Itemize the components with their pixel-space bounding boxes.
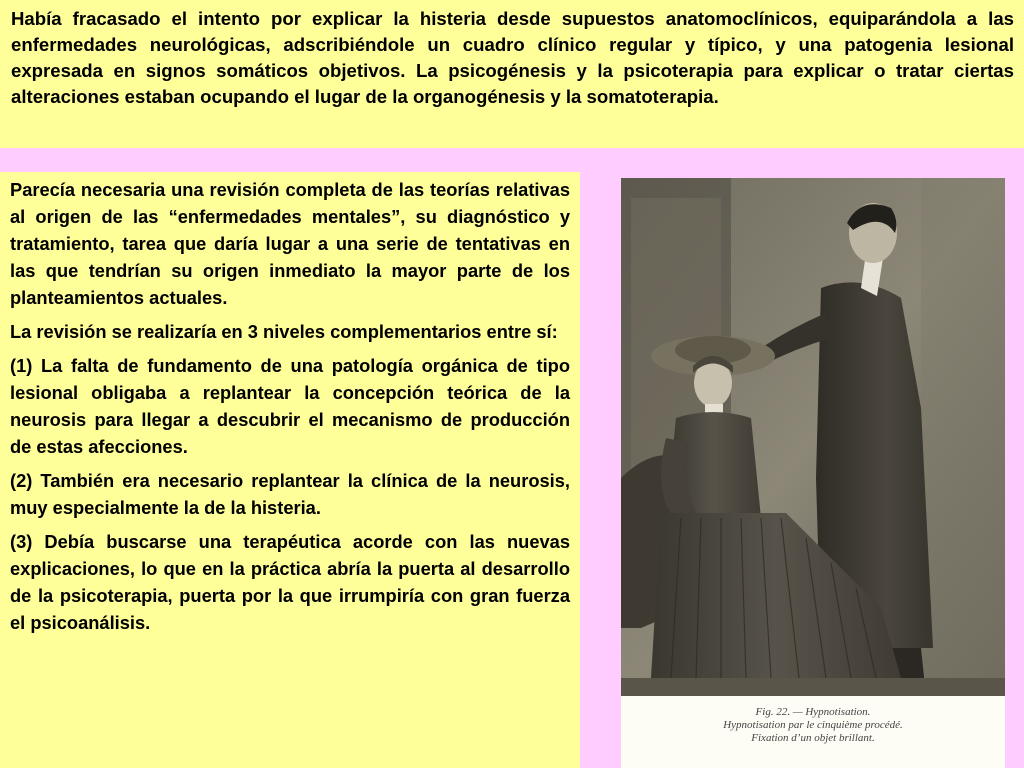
- main-text-box: [0, 172, 580, 768]
- paragraph-level-1: (1) La falta de fundamento de una patología orgánica de tipo lesional obligaba a replantear la concepción teórica de la neurosis para llegar a descubrir el mecanismo de producción de estas afecciones.: [10, 355, 570, 457]
- figure-caption: [621, 706, 1005, 745]
- paragraph-level-3: (3) Debía buscarse una terapéutica acorde con las nuevas explicaciones, lo que en la práctica abría la puerta al desarrollo de la psicoterapia, puerta por la que irrumpiría con gran fuerza el psicoanálisis.: [10, 531, 570, 633]
- caption-line-2: Hypnotisation par le cinquième procédé.: [723, 719, 903, 731]
- hypnotisation-figure: [621, 178, 1005, 768]
- paragraph-revision: Parecía necesaria una revisión completa de las teorías relativas al origen de las “enfermedades mentales”, su diagnóstico y tratamiento, tarea que daría lugar a una serie de tentativas en las que tendrían su origen inmediato la mayor parte de los planteamientos actuales.: [10, 179, 570, 308]
- intro-paragraph: Había fracasado el intento por explicar la histeria desde supuestos anatomoclínicos, equiparándola a las enfermedades neurológicas, adscribiéndole un cuadro clínico regular y típico, y una patogenia lesional expresada en signos somáticos objetivos. La psicogénesis y la psicoterapia para explicar o tratar ciertas alteraciones estaban ocupando el lugar de la organogénesis y la somatoterapia.: [11, 8, 1014, 107]
- paragraph-level-2: (2) También era necesario replantear la clínica de la neurosis, muy especialmente la de la histeria.: [10, 470, 570, 518]
- intro-text-box: [0, 0, 1024, 148]
- caption-line-3: Fixation d’un objet brillant.: [751, 732, 875, 744]
- paragraph-levels: La revisión se realizaría en 3 niveles complementarios entre sí:: [10, 321, 558, 342]
- hypnotisation-photo: [621, 178, 1005, 696]
- caption-title: Fig. 22. — Hypnotisation.: [755, 706, 871, 718]
